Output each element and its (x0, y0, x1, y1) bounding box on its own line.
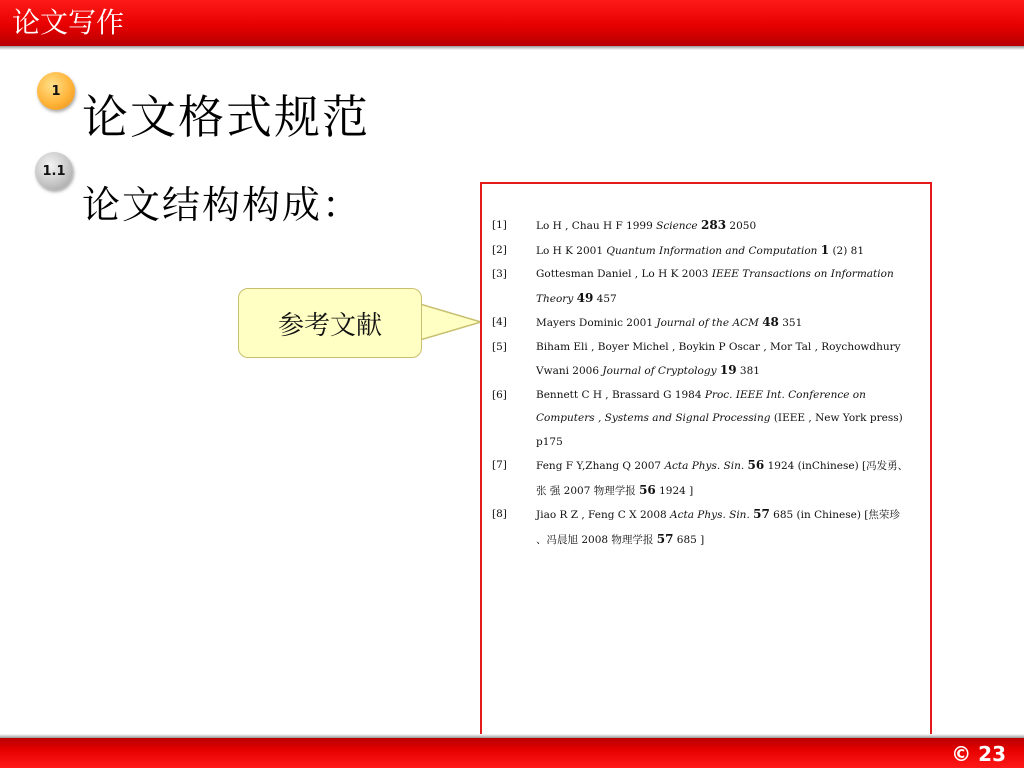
reference-segment: Journal of the ACM (656, 317, 759, 329)
reference-item (492, 239, 912, 264)
footer-bar (0, 738, 1024, 768)
reference-text (536, 384, 912, 455)
reference-segment: Biham Eli , Boyer Michel , Boykin P Oscar , Mor Tal , Roychowdhury Vwani 2006 (536, 340, 901, 377)
reference-segment: Gottesman Daniel , Lo H K 2003 (536, 268, 712, 280)
reference-number: [6] (492, 388, 507, 401)
reference-number: [8] (492, 508, 507, 520)
reference-segment: Lo H K 2001 (536, 244, 607, 257)
reference-text (536, 311, 912, 336)
reference-segment: Science (656, 220, 698, 232)
reference-segment: 457 (593, 292, 617, 305)
reference-segment: 48 (762, 315, 779, 329)
reference-number: [4] (492, 316, 507, 328)
reference-number: [5] (492, 340, 507, 353)
reference-item (492, 384, 912, 455)
reference-segment: IEEE Transactions on Information Theory (536, 268, 894, 305)
reference-number: [1] (492, 219, 507, 231)
reference-segment: 57 (753, 507, 770, 521)
reference-segment: 57 (656, 531, 674, 546)
reference-item (492, 214, 912, 239)
header-title: 论文写作 (12, 6, 125, 39)
reference-segment: Journal of Cryptology (602, 365, 717, 377)
reference-item (492, 336, 912, 384)
reference-segment: 49 (576, 290, 594, 305)
reference-segment: 685 ] (673, 533, 705, 546)
reference-number: [7] (492, 459, 507, 471)
reference-segment: Jiao R Z , Feng C X 2008 (536, 509, 671, 521)
reference-segment: 56 (639, 482, 656, 497)
reference-segment: 1924 ] (655, 484, 694, 497)
reference-item (492, 263, 912, 311)
reference-item (492, 454, 912, 503)
subsection-number: 1.1 (42, 163, 66, 179)
reference-text (536, 263, 912, 311)
reference-segment: Lo H , Chau H F 1999 (536, 220, 657, 232)
reference-list (492, 214, 912, 552)
reference-segment: 1924 (inChinese) [冯发勇、张 强 2007 物理学报 (536, 460, 909, 497)
reference-segment: Mayers Dominic 2001 (536, 317, 657, 329)
reference-segment: (IEEE , New York press) p175 (536, 412, 903, 448)
section-number-badge (37, 72, 75, 110)
header-divider (0, 46, 1024, 50)
section-title: 论文格式规范 (82, 90, 370, 144)
reference-segment: 2050 (726, 220, 757, 232)
reference-text (536, 454, 912, 503)
subsection-number-badge (35, 152, 73, 190)
reference-text (536, 336, 912, 384)
reference-segment: Acta Phys. Sin. (670, 509, 750, 521)
callout-label: 参考文献 (277, 310, 382, 341)
reference-segment: 19 (719, 363, 737, 377)
reference-segment: Feng F Y,Zhang Q 2007 (536, 460, 665, 472)
reference-text (536, 239, 912, 264)
reference-segment: (2) 81 (829, 244, 865, 257)
reference-segment: Quantum Information and Computation (606, 244, 818, 257)
reference-segment: 283 (701, 218, 727, 232)
header-bar (0, 0, 1024, 46)
reference-segment: Acta Phys. Sin. (664, 460, 745, 472)
section-number: 1 (51, 83, 61, 99)
reference-segment: Bennett C H , Brassard G 1984 (536, 388, 705, 401)
reference-number: [3] (492, 268, 507, 280)
reference-segment: Proc. IEEE Int. Conference on Computers , Systems and Signal Processing (536, 388, 866, 424)
reference-segment: 381 (736, 365, 760, 377)
references-callout (238, 288, 422, 358)
reference-segment: 351 (778, 317, 803, 329)
reference-text (536, 503, 912, 552)
page-number: © 23 (951, 742, 1006, 766)
reference-item (492, 311, 912, 336)
reference-number: [2] (492, 243, 507, 256)
reference-item (492, 503, 912, 552)
reference-segment: 56 (747, 458, 765, 472)
subsection-title: 论文结构构成： (82, 183, 363, 227)
reference-segment: 1 (820, 242, 830, 257)
reference-text (536, 214, 912, 239)
reference-segment: 685 (in Chinese) [焦荣珍 、冯晨旭 2008 物理学报 (536, 509, 900, 546)
